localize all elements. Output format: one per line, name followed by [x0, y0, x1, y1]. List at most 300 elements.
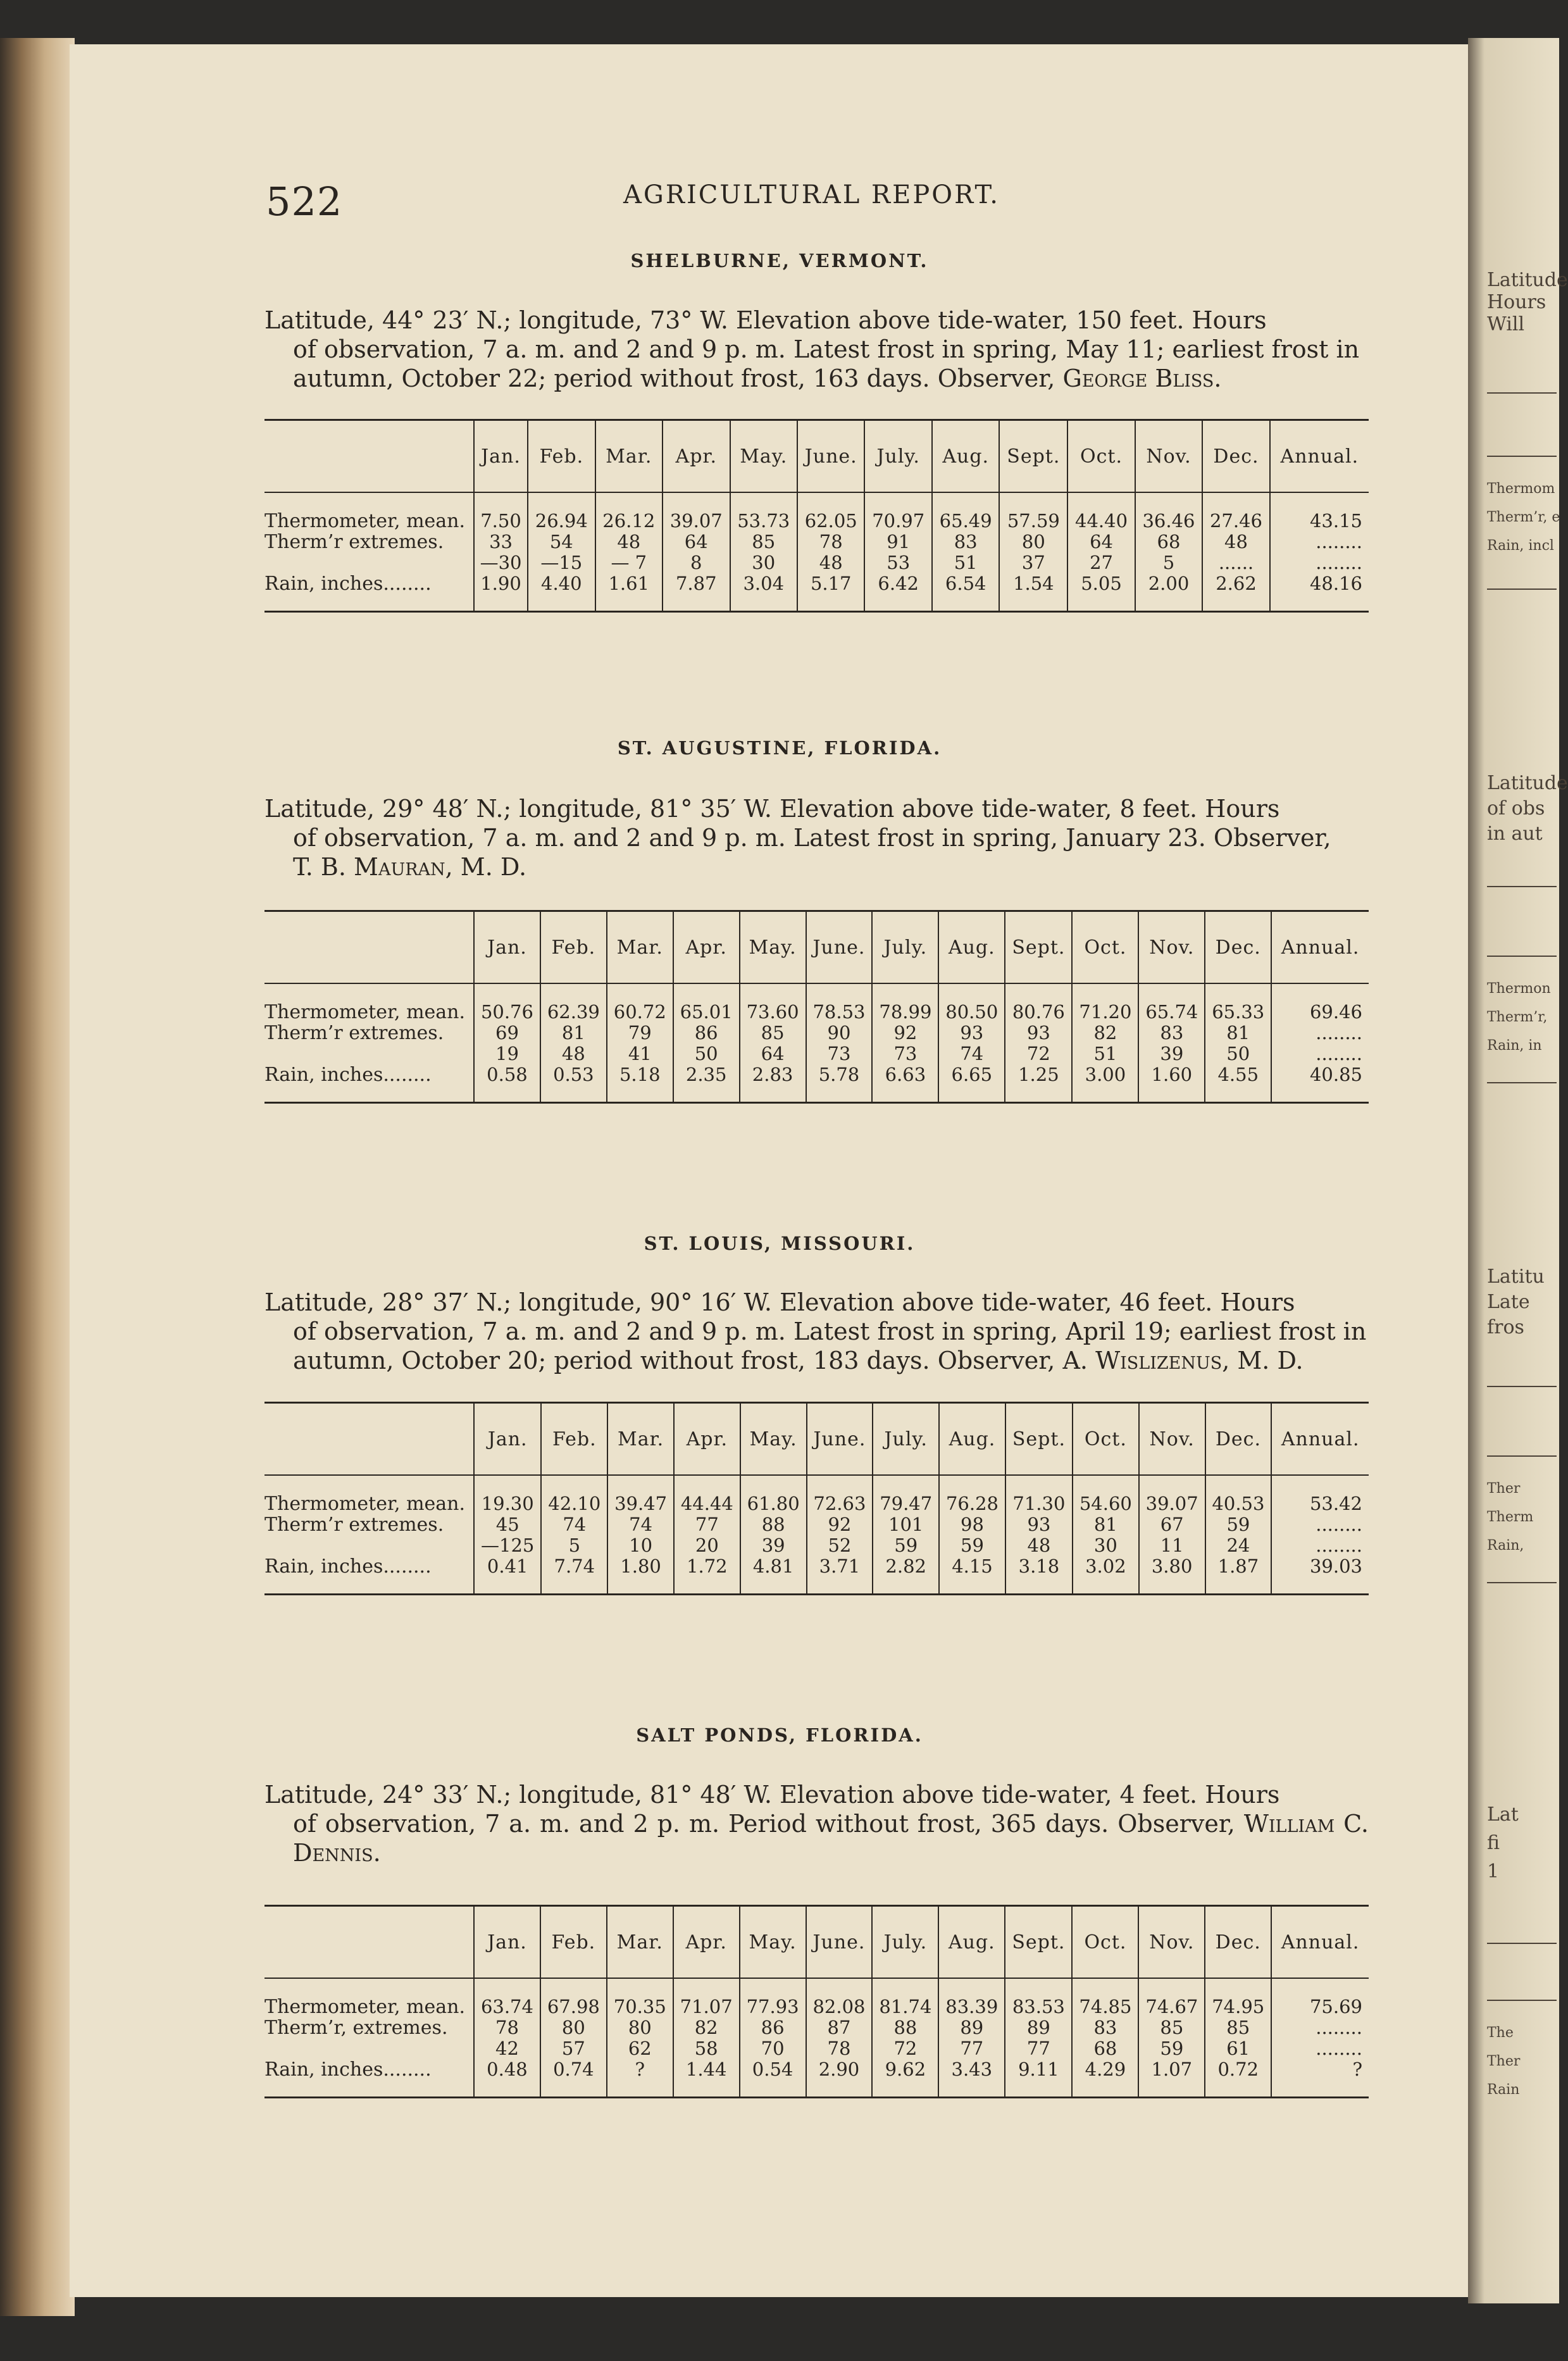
table-cell: 77 — [1005, 2038, 1072, 2059]
table-cell: 78 — [797, 532, 864, 552]
table-cell: 48.16 — [1270, 573, 1369, 612]
column-header: Apr. — [674, 1403, 740, 1476]
column-header: July. — [872, 911, 938, 984]
table-cell: 8 — [663, 552, 730, 573]
table-cell: 43.15 — [1270, 492, 1369, 532]
table-cell: 83 — [932, 532, 999, 552]
column-header: Sept. — [1005, 1403, 1073, 1476]
table-cell: 79.47 — [873, 1475, 939, 1514]
table-cell: 86 — [740, 2017, 806, 2038]
table-cell: 69.46 — [1271, 983, 1369, 1023]
table-cell: 2.90 — [806, 2059, 873, 2098]
table-cell: 6.54 — [932, 573, 999, 612]
column-header: Jan. — [474, 1403, 541, 1476]
table-row — [264, 983, 1369, 1023]
table-cell: 7.74 — [541, 1556, 607, 1595]
column-header: Mar. — [595, 420, 663, 493]
table-cell: 6.42 — [864, 573, 931, 612]
station-description: Latitude, 24° 33′ N.; longitude, 81° 48′ W. Elevation above tide-water, 4 feet. Hours of observation, 7 a. m. and 2 p. m. Period without frost, 365 days. Observer, William C. Dennis. — [264, 1781, 1369, 1867]
table-cell: 19.30 — [474, 1475, 541, 1514]
table-cell: ? — [607, 2059, 673, 2098]
corner-header — [264, 1403, 474, 1476]
table-cell: 83 — [1072, 2017, 1138, 2038]
table-cell: 7.87 — [663, 573, 730, 612]
table-cell: 0.41 — [474, 1556, 541, 1595]
table-cell: 33 — [474, 532, 528, 552]
row-label: Thermometer, mean. — [264, 510, 466, 532]
row-label — [264, 1043, 474, 1064]
table-cell: ........ — [1270, 532, 1369, 552]
climate-table — [264, 419, 1369, 613]
column-header: Oct. — [1073, 1403, 1139, 1476]
station-description: Latitude, 29° 48′ N.; longitude, 81° 35′ W. Elevation above tide-water, 8 feet. Hours of observation, 7 a. m. and 2 and 9 p. m. Latest frost in spring, January 23. Observer, T. B. Mauran, M. D. — [264, 795, 1331, 881]
table-cell: 4.55 — [1205, 1064, 1271, 1103]
table-cell: 53 — [864, 552, 931, 573]
facing-fragment: in aut — [1487, 823, 1543, 845]
table-cell: 39.47 — [607, 1475, 674, 1514]
table-cell: 64 — [663, 532, 730, 552]
column-header: Aug. — [938, 911, 1005, 984]
table-cell: 19 — [474, 1043, 540, 1064]
observer-name: George Bliss. — [1062, 364, 1222, 392]
table-cell: 40.85 — [1271, 1064, 1369, 1103]
table-cell: 76.28 — [939, 1475, 1005, 1514]
column-header: Oct. — [1072, 1906, 1138, 1979]
book-spine — [0, 38, 75, 2316]
facing-fragment: Late — [1487, 1291, 1530, 1313]
table-cell: 88 — [872, 2017, 938, 2038]
table-cell: 44.44 — [674, 1475, 740, 1514]
table-cell: 70.35 — [607, 1978, 673, 2017]
facing-fragment: Rain, in — [1487, 1038, 1542, 1054]
facing-rule — [1487, 1943, 1557, 1944]
table-row — [264, 1535, 1369, 1556]
table-row — [264, 1514, 1369, 1535]
column-header: June. — [806, 1906, 873, 1979]
table-cell: 83 — [1138, 1023, 1205, 1043]
row-label — [264, 552, 474, 573]
column-header: Mar. — [607, 1906, 673, 1979]
table-cell: 54.60 — [1073, 1475, 1139, 1514]
column-header: Sept. — [999, 420, 1067, 493]
column-header: Nov. — [1139, 1403, 1205, 1476]
table-cell: 78 — [806, 2038, 873, 2059]
climate-table — [264, 910, 1369, 1104]
table-cell: 65.33 — [1205, 983, 1271, 1023]
column-header: Aug. — [938, 1906, 1005, 1979]
table-cell: 85 — [1205, 2017, 1271, 2038]
table-cell: ........ — [1271, 1043, 1369, 1064]
column-header: June. — [806, 911, 873, 984]
table-cell: 11 — [1139, 1535, 1205, 1556]
table-cell: 3.80 — [1139, 1556, 1205, 1595]
table-cell: 50.76 — [474, 983, 540, 1023]
table-row — [264, 573, 1369, 612]
facing-rule — [1487, 2000, 1557, 2001]
table-cell: 90 — [806, 1023, 873, 1043]
table-cell: 30 — [1073, 1535, 1139, 1556]
column-header: Jan. — [474, 911, 540, 984]
row-label: Therm’r extremes. — [264, 531, 444, 553]
facing-fragment: Thermom — [1487, 481, 1555, 497]
table-cell: 4.81 — [740, 1556, 807, 1595]
column-header: May. — [740, 1403, 807, 1476]
table-cell: 6.65 — [938, 1064, 1005, 1103]
column-header: July. — [864, 420, 931, 493]
row-label: Rain, inches........ — [264, 2059, 432, 2081]
table-cell: 39 — [1138, 1043, 1205, 1064]
table-cell: 0.54 — [740, 2059, 806, 2098]
column-header: Annual. — [1271, 1403, 1369, 1476]
table-cell: 0.48 — [474, 2059, 540, 2098]
table-cell: 81 — [1205, 1023, 1271, 1043]
table-cell: 20 — [674, 1535, 740, 1556]
facing-fragment: Ther — [1487, 2053, 1521, 2069]
table-cell: 1.60 — [1138, 1064, 1205, 1103]
table-cell: 2.35 — [673, 1064, 740, 1103]
table-cell: 24 — [1205, 1535, 1272, 1556]
table-cell: 77 — [674, 1514, 740, 1535]
column-header: Annual. — [1270, 420, 1369, 493]
table-cell: 53.42 — [1271, 1475, 1369, 1514]
observer-name: Wislizenus, M. D. — [1095, 1347, 1304, 1374]
table-cell: 82 — [673, 2017, 740, 2038]
table-cell: ........ — [1271, 1514, 1369, 1535]
table-cell: 3.43 — [938, 2059, 1005, 2098]
facing-rule — [1487, 956, 1557, 957]
table-cell: 5.18 — [607, 1064, 673, 1103]
table-row — [264, 2059, 1369, 2098]
facing-fragment: 1 — [1487, 1860, 1500, 1883]
table-cell: 3.18 — [1005, 1556, 1073, 1595]
column-header: June. — [807, 1403, 873, 1476]
table-cell: 2.00 — [1135, 573, 1202, 612]
corner-header — [264, 911, 474, 984]
table-cell: 1.07 — [1138, 2059, 1205, 2098]
table-cell: 0.53 — [540, 1064, 607, 1103]
table-cell: 5.17 — [797, 573, 864, 612]
table-cell: 4.29 — [1072, 2059, 1138, 2098]
table-cell: 2.62 — [1202, 573, 1269, 612]
table-cell: 85 — [730, 532, 797, 552]
table-cell: —15 — [528, 552, 595, 573]
table-cell: 58 — [673, 2038, 740, 2059]
table-cell: 91 — [864, 532, 931, 552]
table-cell: 27.46 — [1202, 492, 1269, 532]
table-cell: 68 — [1072, 2038, 1138, 2059]
table-cell: 3.00 — [1072, 1064, 1138, 1103]
column-header: May. — [730, 420, 797, 493]
table-cell: 74.85 — [1072, 1978, 1138, 2017]
table-cell: 78 — [474, 2017, 540, 2038]
table-cell: 50 — [1205, 1043, 1271, 1064]
table-cell: 74.67 — [1138, 1978, 1205, 2017]
table-cell: 37 — [999, 552, 1067, 573]
table-cell: 60.72 — [607, 983, 673, 1023]
table-cell: 59 — [873, 1535, 939, 1556]
table-cell: 64 — [740, 1043, 806, 1064]
table-cell: 98 — [939, 1514, 1005, 1535]
table-cell: 68 — [1135, 532, 1202, 552]
table-cell: 93 — [938, 1023, 1005, 1043]
facing-rule — [1487, 1386, 1557, 1387]
table-cell: 65.49 — [932, 492, 999, 532]
table-cell: 67 — [1139, 1514, 1205, 1535]
table-cell: 62.05 — [797, 492, 864, 532]
table-cell: 81.74 — [872, 1978, 938, 2017]
column-header: Apr. — [663, 420, 730, 493]
table-cell: ........ — [1271, 2038, 1369, 2059]
facing-fragment: The — [1487, 2025, 1514, 2041]
table-cell: 82.08 — [806, 1978, 873, 2017]
table-cell: 30 — [730, 552, 797, 573]
table-cell: 93 — [1005, 1514, 1073, 1535]
table-cell: 80 — [999, 532, 1067, 552]
facing-fragment: Rain, incl — [1487, 538, 1554, 554]
facing-fragment: fros — [1487, 1316, 1524, 1338]
column-header: Dec. — [1205, 1403, 1272, 1476]
facing-rule — [1487, 589, 1557, 590]
table-cell: 74.95 — [1205, 1978, 1271, 2017]
table-row — [264, 1023, 1369, 1043]
facing-fragment: Rain, — [1487, 1538, 1524, 1554]
table-cell: 77.93 — [740, 1978, 806, 2017]
table-cell: 26.94 — [528, 492, 595, 532]
table-cell: 65.74 — [1138, 983, 1205, 1023]
facing-rule — [1487, 1582, 1557, 1583]
table-cell: 2.82 — [873, 1556, 939, 1595]
facing-fragment: Lat — [1487, 1803, 1519, 1826]
table-cell: 74 — [541, 1514, 607, 1535]
table-cell: 27 — [1067, 552, 1135, 573]
table-cell: 5 — [541, 1535, 607, 1556]
column-header: Feb. — [540, 911, 607, 984]
row-label: Therm’r extremes. — [264, 1514, 444, 1536]
table-cell: 39.07 — [1139, 1475, 1205, 1514]
column-header: Dec. — [1202, 420, 1269, 493]
table-cell: 39.03 — [1271, 1556, 1369, 1595]
table-cell: 5 — [1135, 552, 1202, 573]
table-cell: 39.07 — [663, 492, 730, 532]
table-cell: 79 — [607, 1023, 673, 1043]
table-cell: 92 — [807, 1514, 873, 1535]
table-cell: 1.90 — [474, 573, 528, 612]
table-cell: 42 — [474, 2038, 540, 2059]
table-cell: 5.05 — [1067, 573, 1135, 612]
station-description: Latitude, 28° 37′ N.; longitude, 90° 16′ W. Elevation above tide-water, 46 feet. Hours of observation, 7 a. m. and 2 and 9 p. m. Latest frost in spring, April 19; earliest frost in autumn, October 20; period without frost, 183 days. Observer, A. Wislizenus, M. D. — [264, 1288, 1367, 1374]
facing-fragment: Hours — [1487, 291, 1546, 313]
table-cell: 1.80 — [607, 1556, 674, 1595]
table-row — [264, 1064, 1369, 1103]
table-row — [264, 2017, 1369, 2038]
table-cell: 75.69 — [1271, 1978, 1369, 2017]
table-cell: 71.30 — [1005, 1475, 1073, 1514]
row-label — [264, 1535, 474, 1556]
table-cell: 71.20 — [1072, 983, 1138, 1023]
table-cell: 57 — [540, 2038, 607, 2059]
table-cell: 71.07 — [673, 1978, 740, 2017]
table-cell: 3.04 — [730, 573, 797, 612]
table-cell: ........ — [1271, 2017, 1369, 2038]
column-header: Aug. — [939, 1403, 1005, 1476]
table-cell: 63.74 — [474, 1978, 540, 2017]
facing-fragment: Latitu — [1487, 1266, 1545, 1288]
table-cell: 40.53 — [1205, 1475, 1272, 1514]
table-cell: 48 — [540, 1043, 607, 1064]
table-cell: 4.15 — [939, 1556, 1005, 1595]
column-header: Nov. — [1138, 1906, 1205, 1979]
row-label: Therm’r, extremes. — [264, 2017, 448, 2039]
column-header: Apr. — [673, 911, 740, 984]
table-cell: ? — [1271, 2059, 1369, 2098]
table-cell: 3.71 — [807, 1556, 873, 1595]
table-cell: 1.61 — [595, 573, 663, 612]
table-cell: 80 — [540, 2017, 607, 2038]
column-header: Jan. — [474, 1906, 540, 1979]
table-cell: 72 — [1005, 1043, 1072, 1064]
observer-name: William C. Dennis. — [293, 1810, 1369, 1867]
table-cell: 65.01 — [673, 983, 740, 1023]
table-row — [264, 1475, 1369, 1514]
table-cell: 48 — [595, 532, 663, 552]
table-cell: 1.44 — [673, 2059, 740, 2098]
column-header: July. — [872, 1906, 938, 1979]
column-header: Apr. — [673, 1906, 740, 1979]
table-cell: 86 — [673, 1023, 740, 1043]
table-cell: 2.83 — [740, 1064, 806, 1103]
column-header: Nov. — [1138, 911, 1205, 984]
table-cell: 92 — [872, 1023, 938, 1043]
facing-fragment: Therm — [1487, 1509, 1534, 1525]
table-cell: 45 — [474, 1514, 541, 1535]
table-cell: 5.78 — [806, 1064, 873, 1103]
table-cell: 51 — [1072, 1043, 1138, 1064]
table-cell: 59 — [1205, 1514, 1272, 1535]
facing-fragment: Latitude — [1487, 269, 1568, 291]
table-cell: 85 — [1138, 2017, 1205, 2038]
facing-rule — [1487, 1455, 1557, 1457]
table-cell: 48 — [797, 552, 864, 573]
table-cell: 77 — [938, 2038, 1005, 2059]
table-cell: ...... — [1202, 552, 1269, 573]
climate-table — [264, 1402, 1369, 1595]
column-header: Oct. — [1072, 911, 1138, 984]
table-row — [264, 1978, 1369, 2017]
column-header: Feb. — [540, 1906, 607, 1979]
table-cell: 88 — [740, 1514, 807, 1535]
table-cell: 72 — [872, 2038, 938, 2059]
page-number: 522 — [266, 178, 343, 225]
table-cell: 80 — [607, 2017, 673, 2038]
table-row — [264, 532, 1369, 552]
table-cell: 10 — [607, 1535, 674, 1556]
table-cell: 42.10 — [541, 1475, 607, 1514]
column-header: Annual. — [1271, 911, 1369, 984]
table-cell: 1.25 — [1005, 1064, 1072, 1103]
column-header: July. — [873, 1403, 939, 1476]
table-cell: 0.74 — [540, 2059, 607, 2098]
table-cell: —125 — [474, 1535, 541, 1556]
observer-name: Mauran, M. D. — [354, 853, 527, 881]
table-cell: 39 — [740, 1535, 807, 1556]
row-label: Thermometer, mean. — [264, 1001, 466, 1023]
table-cell: 62.39 — [540, 983, 607, 1023]
table-cell: 74 — [938, 1043, 1005, 1064]
row-label: Thermometer, mean. — [264, 1996, 466, 2018]
table-cell: 82 — [1072, 1023, 1138, 1043]
table-cell: 78.99 — [872, 983, 938, 1023]
station-title: SALT PONDS, FLORIDA. — [636, 1724, 923, 1746]
table-cell: 93 — [1005, 1023, 1072, 1043]
table-cell: 54 — [528, 532, 595, 552]
facing-rule — [1487, 886, 1557, 887]
row-label: Rain, inches........ — [264, 1555, 432, 1578]
table-cell: 89 — [938, 2017, 1005, 2038]
row-label — [264, 2038, 474, 2059]
column-header: June. — [797, 420, 864, 493]
row-label: Rain, inches........ — [264, 573, 432, 595]
facing-rule — [1487, 392, 1557, 394]
table-row — [264, 1043, 1369, 1064]
table-cell: 85 — [740, 1023, 806, 1043]
station-description: Latitude, 44° 23′ N.; longitude, 73° W. Elevation above tide-water, 150 feet. Hours of observation, 7 a. m. and 2 and 9 p. m. Latest frost in spring, May 11; earliest frost in autumn, October 22; period without frost, 163 days. Observer, George Bliss. — [264, 306, 1360, 392]
table-cell: 57.59 — [999, 492, 1067, 532]
facing-fragment: Therm’r, — [1487, 1009, 1548, 1025]
column-header: Jan. — [474, 420, 528, 493]
table-cell: 1.54 — [999, 573, 1067, 612]
station-title: ST. AUGUSTINE, FLORIDA. — [617, 737, 942, 759]
row-label: Therm’r extremes. — [264, 1022, 444, 1044]
facing-fragment: Rain — [1487, 2082, 1520, 2098]
column-header: May. — [740, 911, 806, 984]
table-cell: 73.60 — [740, 983, 806, 1023]
table-cell: 70 — [740, 2038, 806, 2059]
table-cell: 44.40 — [1067, 492, 1135, 532]
column-header: Oct. — [1067, 420, 1135, 493]
table-cell: 62 — [607, 2038, 673, 2059]
column-header: May. — [740, 1906, 806, 1979]
table-cell: 69 — [474, 1023, 540, 1043]
table-cell: 59 — [1138, 2038, 1205, 2059]
table-cell: 74 — [607, 1514, 674, 1535]
column-header: Sept. — [1005, 1906, 1072, 1979]
row-label: Rain, inches........ — [264, 1064, 432, 1086]
table-cell: 50 — [673, 1043, 740, 1064]
table-cell: 48 — [1005, 1535, 1073, 1556]
table-cell: 0.58 — [474, 1064, 540, 1103]
table-row — [264, 552, 1369, 573]
table-cell: 67.98 — [540, 1978, 607, 2017]
table-cell: ........ — [1271, 1535, 1369, 1556]
table-cell: 81 — [1073, 1514, 1139, 1535]
table-cell: 80.76 — [1005, 983, 1072, 1023]
table-cell: 83.53 — [1005, 1978, 1072, 2017]
column-header: Dec. — [1205, 1906, 1271, 1979]
table-cell: 52 — [807, 1535, 873, 1556]
table-cell: 81 — [540, 1023, 607, 1043]
facing-fragment: of obs — [1487, 797, 1545, 819]
column-header: Aug. — [932, 420, 999, 493]
table-cell: 87 — [806, 2017, 873, 2038]
table-cell: 51 — [932, 552, 999, 573]
table-cell: 64 — [1067, 532, 1135, 552]
table-cell: ........ — [1270, 552, 1369, 573]
corner-header — [264, 420, 474, 493]
table-cell: 1.87 — [1205, 1556, 1272, 1595]
table-cell: 3.02 — [1073, 1556, 1139, 1595]
facing-fragment: fi — [1487, 1832, 1500, 1854]
table-cell: 1.72 — [674, 1556, 740, 1595]
